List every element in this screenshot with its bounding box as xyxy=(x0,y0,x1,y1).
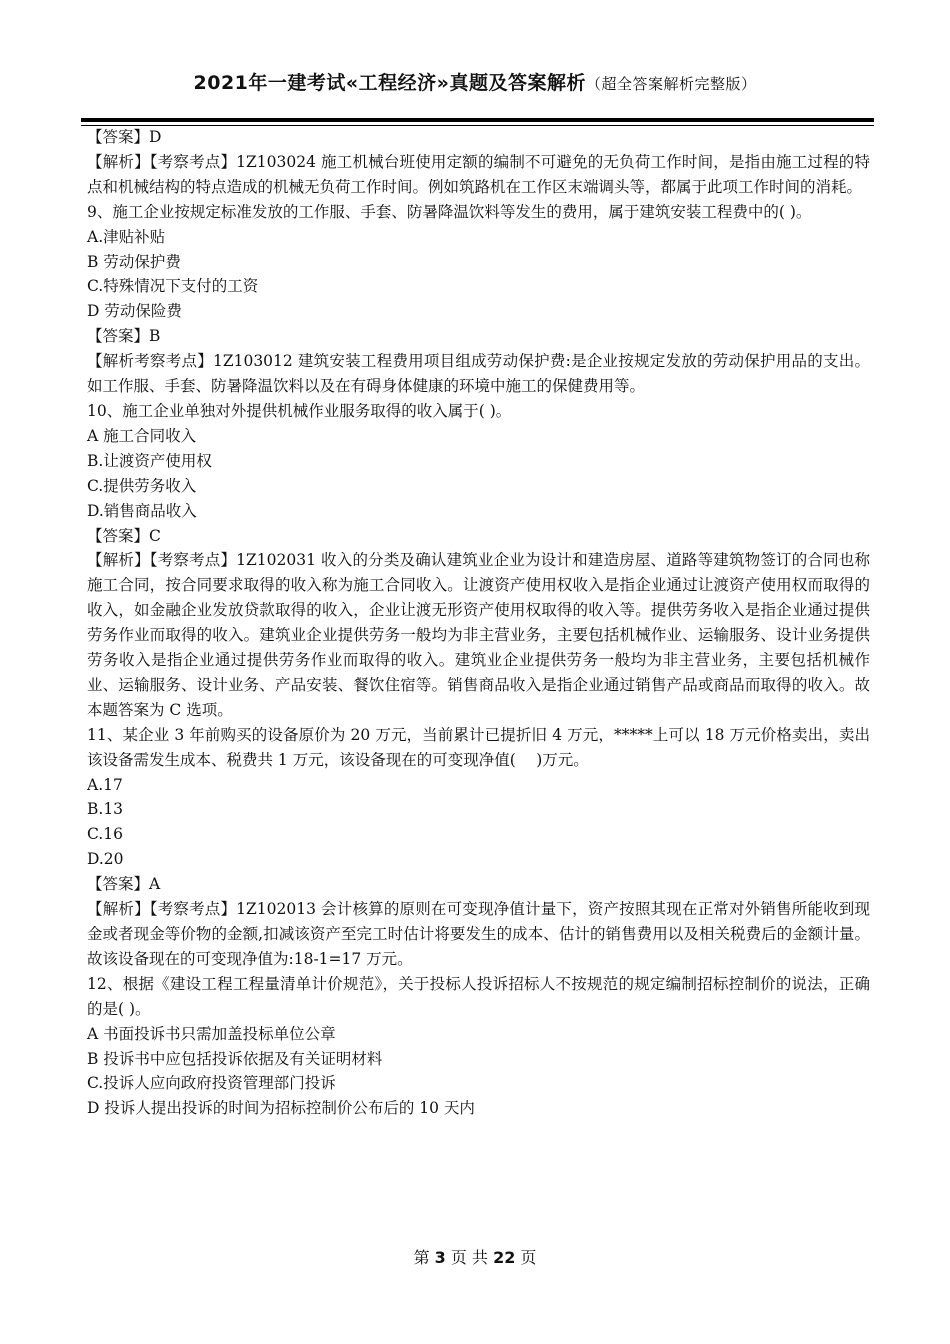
option-d: D 劳动保险费 xyxy=(87,302,182,321)
option-a: A.17 xyxy=(87,775,123,794)
option-a: A.津贴补贴 xyxy=(87,227,166,246)
analysis-paragraph: 【解析考察考点】1Z103012 建筑安装工程费用项目组成劳动保护费:是企业按规定发放的劳动保护用品的支出。如工作服、手套、防暑降温饮料以及在有碍身体健康的环境中施工的保健费用等。 xyxy=(87,352,870,396)
question-12: 12、根据《建设工程工程量清单计价规范》，关于投标人投诉招标人不按规范的规定编制招标控制价的说法，正确的是( )。 xyxy=(87,974,870,1018)
option-d: D.销售商品收入 xyxy=(87,501,197,520)
option-c: C.特殊情况下支付的工资 xyxy=(87,277,259,296)
answer-line: 【答案】B xyxy=(87,327,161,346)
option-c: C.16 xyxy=(87,825,123,844)
footer-prefix: 第 xyxy=(413,1248,435,1267)
option-d: D.20 xyxy=(87,850,124,869)
answer-line: 【答案】D xyxy=(87,128,162,146)
question-10: 10、施工企业单独对外提供机械作业服务取得的收入属于( )。 xyxy=(87,401,512,420)
footer-suffix: 页 xyxy=(515,1248,537,1267)
footer-middle: 页 共 xyxy=(445,1248,494,1267)
analysis-paragraph: 【解析】【考察考点】1Z103024 施工机械台班使用定额的编制不可避免的无负荷工作时间，是指由施工过程的特点和机械结构的特点造成的机械无负荷工作时间。例如筑路机在工作区末端调头等，都属于此项工作时间的消耗。 xyxy=(87,152,870,196)
question-11: 11、某企业 3 年前购买的设备原价为 20 万元，当前累计已提折旧 4 万元，*****上可以 18 万元价格卖出，卖出该设备需发生成本、税费共 1 万元，该设备现在的可变现净值( )万元。 xyxy=(87,725,870,769)
option-a: A 施工合同收入 xyxy=(87,426,197,445)
option-c: C.投诉人应向政府投资管理部门投诉 xyxy=(87,1074,336,1093)
answer-line: 【答案】A xyxy=(87,875,161,894)
question-9: 9、施工企业按规定标准发放的工作服、手套、防暑降温饮料等发生的费用，属于建筑安装工程费中的( )。 xyxy=(87,202,812,221)
option-b: B.让渡资产使用权 xyxy=(87,451,212,470)
page-number: 3 xyxy=(434,1248,446,1267)
page-footer xyxy=(0,1245,950,1268)
analysis-paragraph: 【解析】【考察考点】1Z102013 会计核算的原则在可变现净值计量下，资产按照其现在正常对外销售所能收到现金或者现金等价物的金额,扣减该资产至完工时估计将要发生的成本、估计的销售费用以及相关税费后的金额计量。故该设备现在的可变现净值为:18-1=17 万元。 xyxy=(87,900,870,968)
option-d: D 投诉人提出投诉的时间为招标控制价公布后的 10 天内 xyxy=(87,1099,475,1118)
option-c: C.提供劳务收入 xyxy=(87,476,197,495)
option-b: B.13 xyxy=(87,800,124,819)
page-body xyxy=(87,125,870,1121)
option-b: B 劳动保护费 xyxy=(87,252,181,271)
answer-line: 【答案】C xyxy=(87,526,161,545)
header-rule-thick xyxy=(81,118,874,122)
option-a: A 书面投诉书只需加盖投标单位公章 xyxy=(87,1024,336,1043)
document-subtitle: （超全答案解析完整版） xyxy=(585,75,757,93)
option-b: B 投诉书中应包括投诉依据及有关证明材料 xyxy=(87,1049,383,1068)
total-pages: 22 xyxy=(493,1248,516,1267)
analysis-paragraph: 【解析】【考察考点】1Z102031 收入的分类及确认建筑业企业为设计和建造房屋、道路等建筑物签订的合同也称施工合同，按合同要求取得的收入称为施工合同收入。让渡资产使用权收入是指企业通过让渡资产使用权而取得的收入，如金融企业发放贷款取得的收入，企业让渡无形资产使用权取得的收入等。提供劳务收入是指企业通过提供劳务作业而取得的收入。建筑业企业提供劳务一般均为非主营业务，主要包括机械作业、运输服务、设计业务提供劳务收入是指企业通过提供劳务作业而取得的收入。建筑业企业提供劳务一般均为非主营业务，主要包括机械作业、运输服务、设计业务、产品安装、餐饮住宿等。销售商品收入是指企业通过销售产品或商品而取得的收入。故本题答案为 C 选项。 xyxy=(87,551,870,719)
document-title: 2021年一建考试«工程经济»真题及答案解析 xyxy=(193,72,586,94)
page-header xyxy=(0,68,950,95)
